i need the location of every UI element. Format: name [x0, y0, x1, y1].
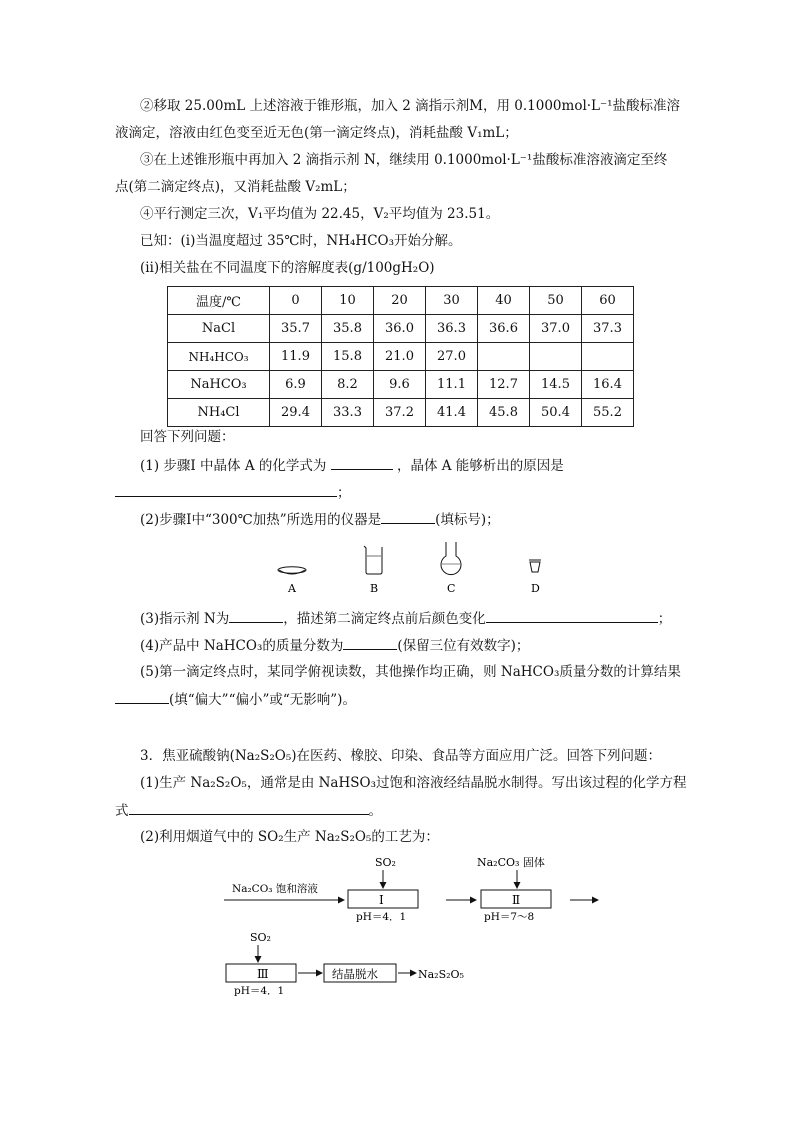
crucible-icon — [529, 560, 541, 572]
table-cell: 40 — [478, 287, 530, 315]
table-cell: 温度/℃ — [168, 287, 270, 315]
problem-3-part-1-prefix: 式 — [115, 803, 129, 819]
question-4-text-b: (保留三位有效数字)； — [397, 638, 530, 654]
table-cell: 20 — [374, 287, 426, 315]
step-2-line-1: ②移取 25.00mL 上述溶液于锥形瓶，加入 2 滴指示剂M，用 0.1000mol·L⁻¹盐酸标准溶 — [140, 98, 681, 114]
evaporating-dish-icon — [278, 567, 306, 574]
table-cell: 50.4 — [530, 399, 582, 427]
problem-3-part-1-line-1: (1)生产 Na₂S₂O₅，通常是由 NaHSO₃过饱和溶液经结晶脱水制得。写出该过程的化学方程 — [140, 775, 687, 791]
apparatus-figure — [260, 540, 560, 596]
question-1-text-b: ，晶体 A 能够析出的原因是 — [396, 458, 564, 474]
question-2 — [140, 509, 500, 530]
process-flow-diagram — [220, 848, 610, 1006]
answer-blank-1b[interactable] — [115, 482, 337, 497]
table-cell: 27.0 — [426, 343, 478, 371]
step-3-line-2: 点(第二滴定终点)，又消耗盐酸 V₂mL； — [115, 179, 356, 195]
questions-intro: 回答下列问题： — [140, 429, 235, 445]
table-row — [168, 399, 634, 427]
table-cell: 16.4 — [582, 371, 634, 399]
problem-3-part-1-end: 。 — [368, 803, 382, 819]
apparatus-label-a: A — [288, 582, 296, 595]
table-cell: NaHCO₃ — [168, 371, 270, 399]
apparatus-label-c: C — [447, 582, 456, 595]
table-cell: 55.2 — [582, 399, 634, 427]
answer-blank-3b[interactable] — [486, 608, 658, 623]
table-cell: 60 — [582, 287, 634, 315]
table-cell: 33.3 — [322, 399, 374, 427]
problem-3-part-2: (2)利用烟道气中的 SO₂生产 Na₂S₂O₅的工艺为： — [140, 829, 439, 845]
flow-ph-3: pH＝4．1 — [234, 985, 285, 997]
flow-so2-label-3: SO₂ — [250, 931, 271, 944]
table-cell: 37.3 — [582, 315, 634, 343]
table-cell: 35.7 — [270, 315, 322, 343]
table-row — [168, 315, 634, 343]
table-cell: 12.7 — [478, 371, 530, 399]
apparatus-label-b: B — [370, 582, 379, 595]
question-5-line-2 — [115, 689, 356, 710]
flow-box-2-label: Ⅱ — [512, 893, 521, 907]
table-cell: 0 — [270, 287, 322, 315]
question-5-line-1: (5)第一滴定终点时，某同学俯视读数，其他操作均正确，则 NaHCO₃质量分数的计算结果 — [140, 664, 681, 680]
table-cell: 6.9 — [270, 371, 322, 399]
table-row — [168, 343, 634, 371]
question-3-end: ； — [657, 611, 672, 627]
beaker-icon — [364, 546, 382, 574]
table-cell: 14.5 — [530, 371, 582, 399]
flow-box-3-label: Ⅲ — [257, 967, 269, 981]
flow-product-label: Na₂S₂O₅ — [418, 968, 464, 981]
table-cell: 11.1 — [426, 371, 478, 399]
round-flask-icon — [441, 542, 461, 575]
table-cell: 15.8 — [322, 343, 374, 371]
table-cell — [478, 343, 530, 371]
apparatus-label-d: D — [531, 582, 540, 595]
table-cell: 21.0 — [374, 343, 426, 371]
flow-ph-1: pH＝4．1 — [356, 911, 407, 923]
problem-3-stem: 3．焦亚硫酸钠(Na₂S₂O₅)在医药、橡胶、印染、食品等方面应用广泛。回答下列问题： — [140, 748, 662, 764]
question-3 — [140, 608, 671, 629]
table-cell: 37.2 — [374, 399, 426, 427]
question-1-end: ； — [337, 485, 351, 501]
table-cell: NH₄Cl — [168, 399, 270, 427]
table-header-row — [168, 287, 634, 315]
solubility-table — [167, 286, 634, 427]
flow-so2-label-1: SO₂ — [375, 856, 396, 869]
table-cell: 11.9 — [270, 343, 322, 371]
answer-blank-1a[interactable] — [331, 455, 393, 470]
known-2: (ⅱ)相关盐在不同温度下的溶解度表(g/100gH₂O) — [140, 260, 435, 276]
table-cell: NH₄HCO₃ — [168, 343, 270, 371]
table-cell: 41.4 — [426, 399, 478, 427]
table-cell: 36.6 — [478, 315, 530, 343]
question-1-text-a: (1) 步骤Ⅰ 中晶体 A 的化学式为 — [140, 458, 327, 474]
known-1: 已知：(ⅰ)当温度超过 35℃时，NH₄HCO₃开始分解。 — [140, 233, 462, 249]
question-4 — [140, 635, 529, 656]
table-cell: NaCl — [168, 315, 270, 343]
table-cell: 36.3 — [426, 315, 478, 343]
table-cell: 10 — [322, 287, 374, 315]
table-cell: 36.0 — [374, 315, 426, 343]
table-cell: 29.4 — [270, 399, 322, 427]
table-row — [168, 371, 634, 399]
table-cell: 9.6 — [374, 371, 426, 399]
table-cell: 30 — [426, 287, 478, 315]
answer-blank-3a[interactable] — [229, 608, 283, 623]
flow-box-4-label: 结晶脱水 — [332, 967, 378, 981]
step-4: ④平行测定三次，V₁平均值为 22.45，V₂平均值为 23.51。 — [140, 206, 500, 222]
table-cell — [530, 343, 582, 371]
question-2-text: (2)步骤Ⅰ中“300℃加热”所选用的仪器是 — [140, 512, 382, 528]
question-3-text-a: (3)指示剂 N为 — [140, 611, 230, 627]
table-cell — [582, 343, 634, 371]
answer-blank-2[interactable] — [381, 509, 435, 524]
question-1-line-1 — [140, 455, 564, 476]
answer-blank-5[interactable] — [115, 689, 169, 704]
question-1-line-2 — [115, 482, 351, 503]
question-5-text-b: (填“偏大”“偏小”或“无影响”)。 — [169, 692, 356, 708]
flow-ph-2: pH＝7～8 — [484, 911, 535, 923]
step-3-line-1: ③在上述锥形瓶中再加入 2 滴指示剂 N，继续用 0.1000mol·L⁻¹盐酸标准溶液滴定至终 — [140, 152, 668, 168]
step-2-line-2: 液滴定，溶液由红色变至近无色(第一滴定终点)，消耗盐酸 V₁mL； — [115, 125, 518, 141]
problem-3-part-1-line-2 — [115, 800, 382, 821]
flow-start-label: Na₂CO₃ 饱和溶液 — [232, 883, 318, 895]
table-cell: 37.0 — [530, 315, 582, 343]
answer-blank-4[interactable] — [343, 635, 397, 650]
table-cell: 35.8 — [322, 315, 374, 343]
table-cell: 45.8 — [478, 399, 530, 427]
table-cell: 8.2 — [322, 371, 374, 399]
flow-box-1-label: Ⅰ — [379, 893, 384, 907]
table-cell: 50 — [530, 287, 582, 315]
flow-add-label-2: Na₂CO₃ 固体 — [477, 856, 545, 869]
question-4-text-a: (4)产品中 NaHCO₃的质量分数为 — [140, 638, 344, 654]
question-2-end: (填标号)； — [435, 512, 500, 528]
answer-blank-p3-1[interactable] — [129, 800, 369, 815]
question-3-text-b: ，描述第二滴定终点前后颜色变化 — [283, 611, 486, 627]
